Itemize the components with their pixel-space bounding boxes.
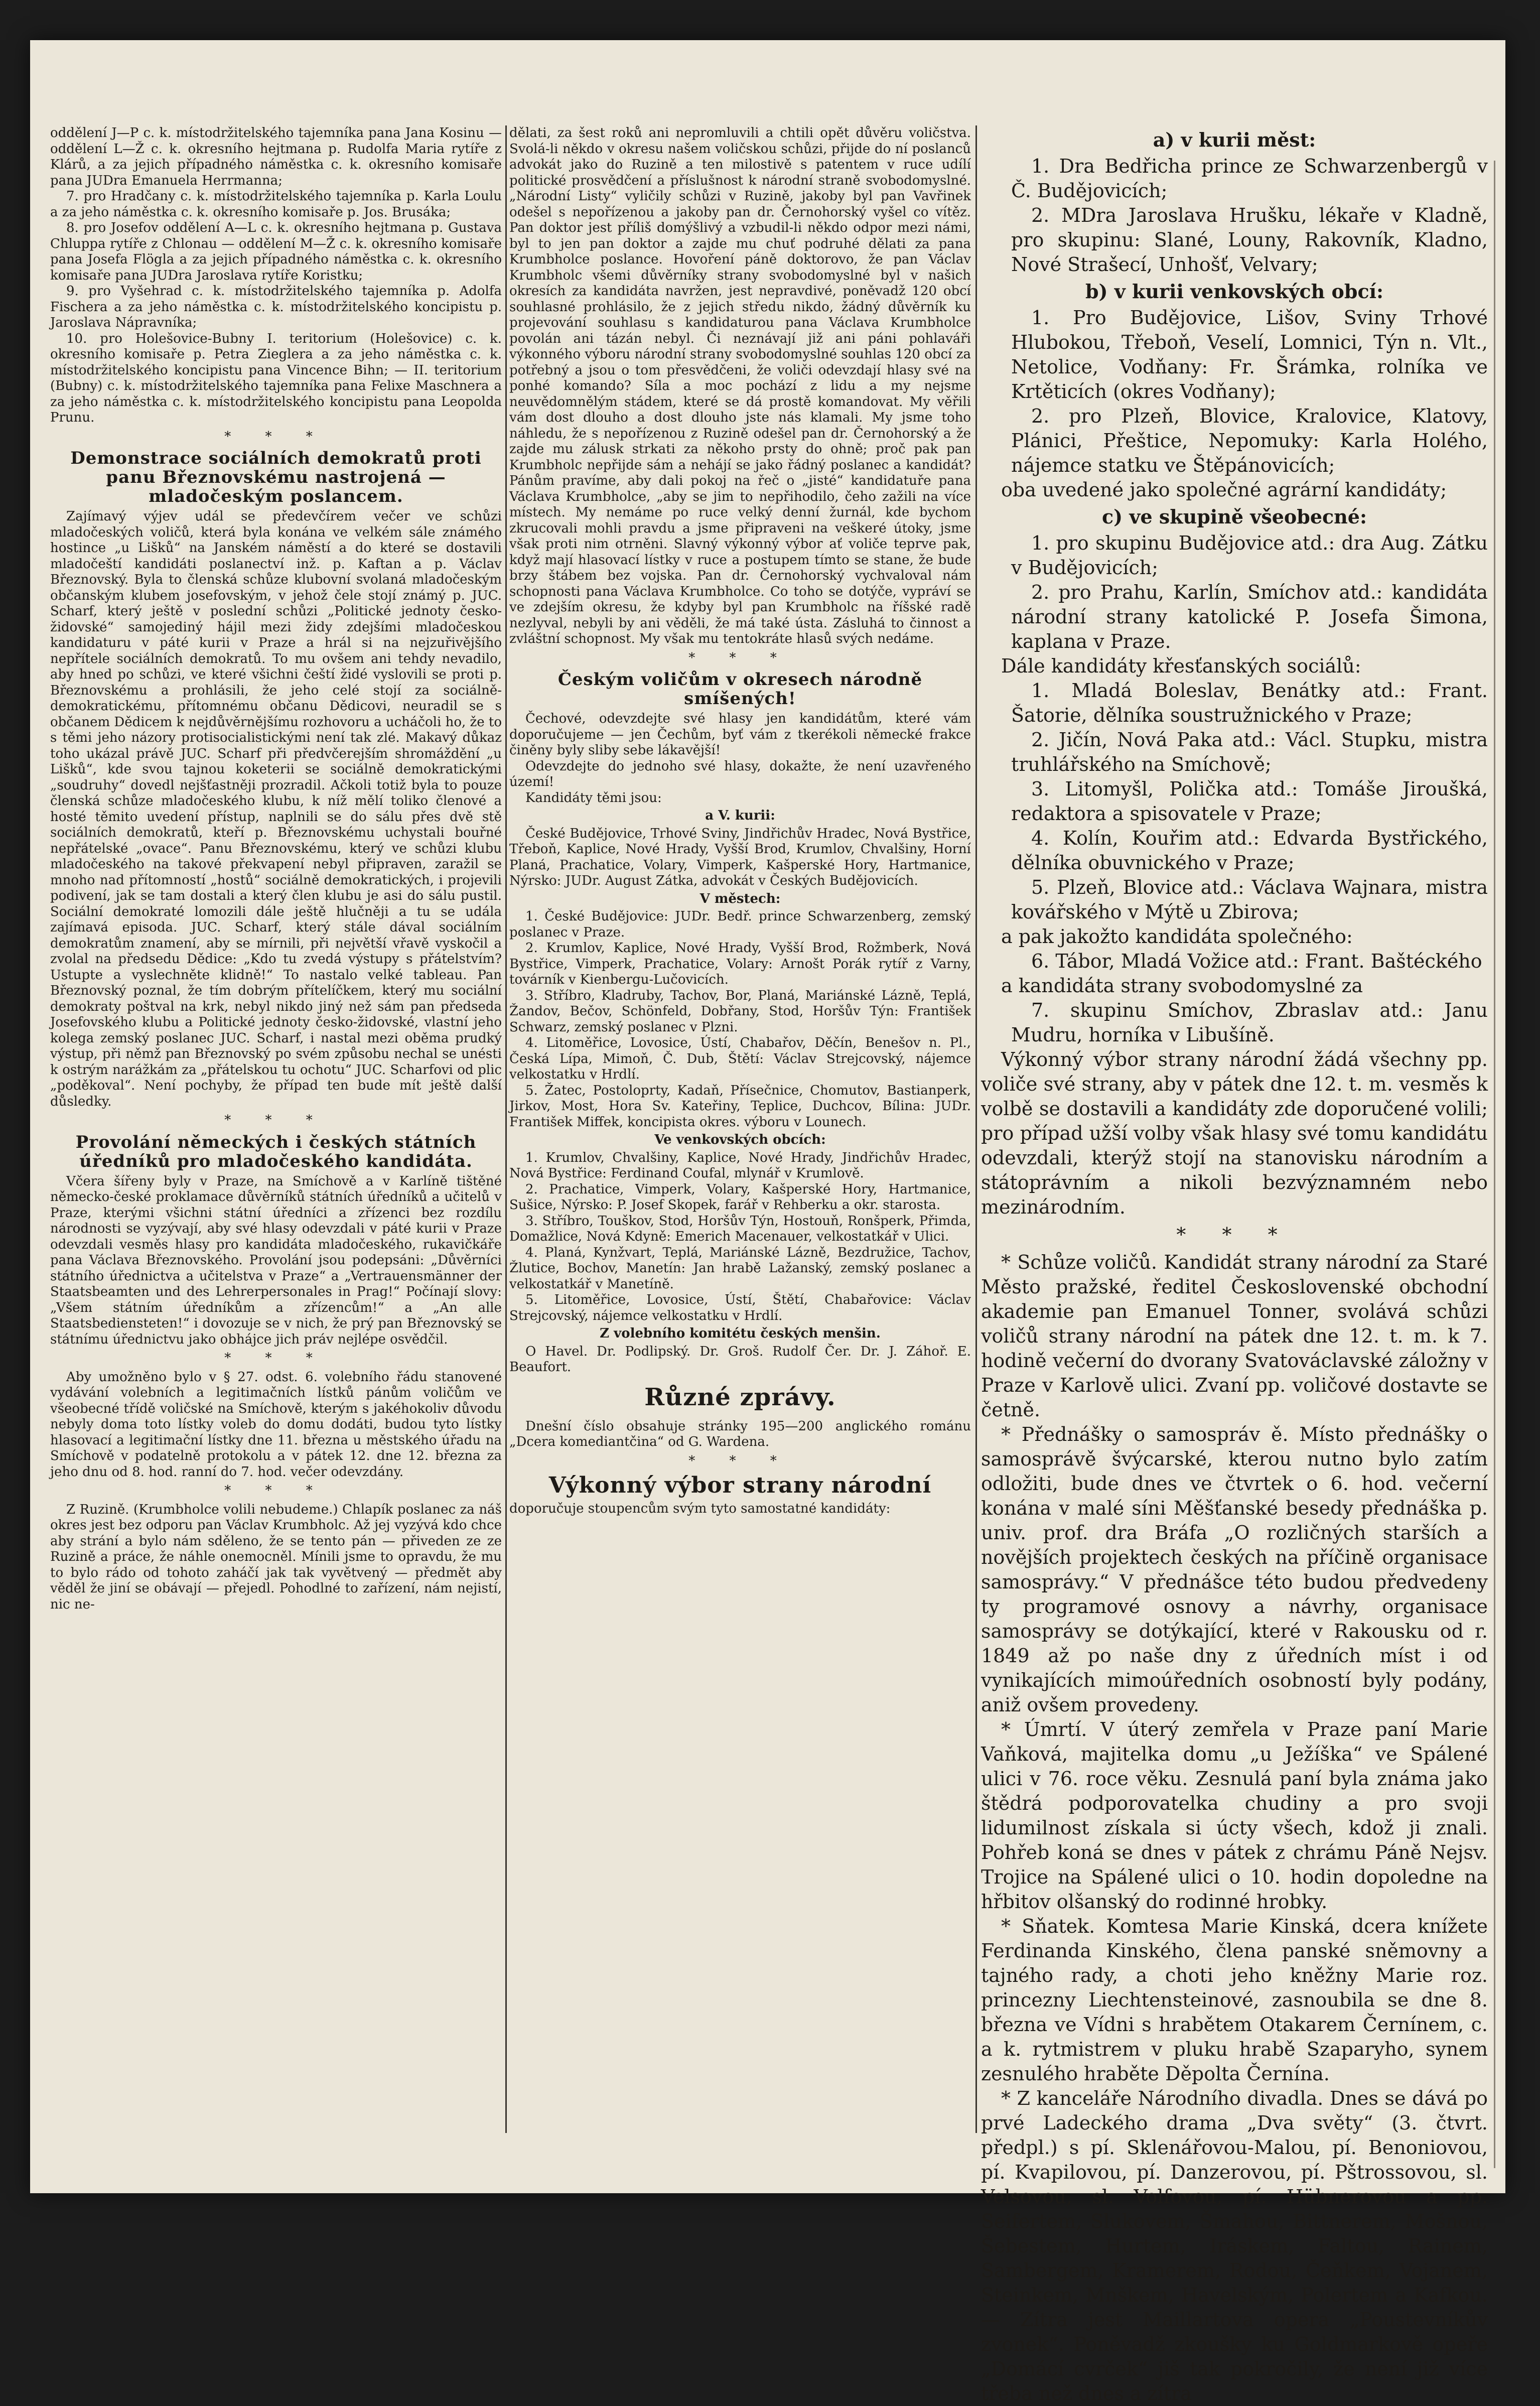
paragraph: 4. Planá, Kynžvart, Teplá, Mariánské Lázně, Bezdružice, Tachov, Žlutice, Bochov, Manetín: Jan hrabě Lažanský, zemský poslanec a velkostatkář v Manetíně. bbox=[509, 1245, 971, 1292]
article-headline: Českým voličům v okresech národně smíšených! bbox=[557, 670, 923, 709]
candidate-item: 2. pro Plzeň, Blovice, Kralovice, Klatovy, Plánici, Přeštice, Nepomuky: Karla Holého, nájemce statku ve Štěpánovicích; bbox=[1011, 405, 1488, 476]
section-subhead: Z volebního komitétu českých menšin. bbox=[600, 1326, 881, 1341]
paragraph: Dále kandidáty křesťanských sociálů: bbox=[1001, 655, 1361, 677]
candidate-item: 5. Plzeň, Blovice atd.: Václava Wajnara, mistra kovářského v Mýtě u Zbirova; bbox=[1011, 876, 1488, 923]
article-headline: Demonstrace sociálních demokratů proti panu Březnovskému nastrojená — mladočeským poslancem. bbox=[70, 448, 482, 506]
paragraph: 7. pro Hradčany c. k. místodržitelského tajemníka p. Karla Loulu a za jeho náměstka c. k. okresního komisaře p. Jos. Brusáka; bbox=[50, 189, 502, 220]
candidate-item: 1. pro skupinu Budějovice atd.: dra Aug. Zátku v Budějovicích; bbox=[1011, 532, 1488, 579]
separator: * * * bbox=[224, 1113, 328, 1128]
paragraph: doporučuje stoupencům svým tyto samostatné kandidáty: bbox=[509, 1501, 891, 1516]
article-headline: Výkonný výbor strany národní bbox=[548, 1473, 932, 1498]
separator: * * * bbox=[224, 1483, 328, 1498]
candidate-item: 7. skupinu Smíchov, Zbraslav atd.: Janu Mudru, horníka v Libušíně. bbox=[1011, 999, 1488, 1046]
candidate-item: 3. Litomyšl, Polička atd.: Tomáše Jiroušká, redaktora a spisovatele v Praze; bbox=[1011, 778, 1488, 825]
section-subhead: a V. kurii: bbox=[705, 808, 775, 823]
section-title: Různé zprávy. bbox=[644, 1383, 836, 1411]
paragraph: 4. Litoměřice, Lovosice, Ústí, Chabařov, Děčín, Benešov n. Pl., Česká Lípa, Mimoň, Č. Dub, Štětí: Václav Strejcovský, nájemce velkostatku v Hrdlí. bbox=[509, 1035, 971, 1082]
paragraph: Čechové, odevzdejte své hlasy jen kandidátům, které vám doporučujeme — jen Čechům, byť vám z tkerékoli německé frakce činěny byly sliby sebe lákavější! bbox=[509, 711, 971, 758]
paragraph: Výkonný výbor strany národní žádá všechny pp. voliče své strany, aby v pátek dne 12. t. m. vesměs k volbě se dostavili a kandidáty zde doporučené volili; pro případ užší volby však hlasy své tomu kandidátu odevzdali, kterýž stojí na stanovisku národním a státoprávním a nikoli bezvýznamném nebo mezinárodním. bbox=[981, 1048, 1488, 1218]
candidate-item: 1. Pro Budějovice, Lišov, Sviny Trhové Hlubokou, Třeboň, Veselí, Lomnici, Týn n. Vlt., Netolice, Vodňany: Fr. Šrámka, rolníka ve Krtěticích (okres Vodňany); bbox=[1011, 307, 1488, 403]
separator: * * * bbox=[688, 650, 792, 665]
separator: * * * bbox=[688, 1453, 792, 1468]
paragraph: 8. pro Josefov oddělení A—L c. k. okresního hejtmana p. Gustava Chluppa rytíře z Chlonau — oddělení M—Ž c. k. okresního komisaře pana Josefa Flögla a za jejich případného náměstka c. k. okresního komisaře pana JUDra Jaroslava rytíře Koristku; bbox=[50, 220, 502, 283]
paragraph: 5. Litoměřice, Lovosice, Ústí, Štětí, Chabařovice: Václav Strejcovský, nájemce velkostatku v Hrdlí. bbox=[509, 1292, 971, 1323]
section-subhead: b) v kurii venkovských obcí: bbox=[1085, 280, 1384, 303]
paragraph: Odevzdejte do jednoho své hlasy, dokažte, že není uzavřeného území! bbox=[509, 758, 971, 789]
newspaper-page bbox=[30, 40, 1505, 2404]
paragraph: Zajímavý výjev udál se předevčírem večer ve schůzi mladočeských voličů, která byla konána ve velkém sále známého hostince „u Lišků“ na Janském náměstí a do které se dostavili mladočeští kandidáti poslanectví inž. p. Kaftan a p. Václav Březnovský. Byla to členská schůze klubovní svolaná mladočeským občanským klubem josefovským, v jehož čele stojí známý p. JUC. Scharf, který ještě v poslední schůzi „Politické jednoty česko-židovské“ samojediný hájil mezi židy zdejšími mladočeskou kandidaturu v páté kurii v Praze a hrál si na nejzuřivějšího nepřítele sociálních demokratů. To mu ovšem ani tehdy nevadilo, aby hned po schůzi, ve které všichni čeští židé vyslovili se proti p. Březnovskému a prohlásili, že jeho celé stojí za sociálně-demokratickému, přítomnému občanu Dědicovi, neuradil se s občanem Dědicem k nejdůvěrnějšímu rozhovoru a ucháčoli ho, že to s těmi jeho názory protisocialistickými není tak zlé. Makavý důkaz toho ukázal právě JUC. Scharf při předvčerejším shromáždění „u Lišků“, kde svou tajnou koketerii se sociálně demokratickými „soudruhy“ dovedl nejšťastněji prozradil. Ačkoli totiž byla to pouze členská schůze mladočeského klubu, k níž mělí toliko členové a hosté těmito uvedení přístup, naplnili se do sálu přes dvě stě sociálních demokratů, kteří p. Březnovskému uchystali bouřné nepřátelské „ovace“. Panu Březnovskému, který ve schůzi klubu mladočeského na takové překvapení nebyl připraven, zaražil se mnoho nad přítomností „hostů“ sociálně demokratických, i projevili podivení, jak se tam dostali a který člen klubu je asi do sálu pustil. Sociální demokraté lomozili dále ještě hlučněji a tu se udála zajímavá episoda. JUC. Scharf, který stále dával sociálním demokratům znamení, aby se mírnili, při největší vřavě vyskočil a zvolal na předsedu Dědice: „Kdo tu zvedá výstupy s přátelstvím? Ustupte a vyslechněte klidně!“ To nastalo velké tableau. Pan Březnovský poznal, že tím dobrým přítelíčkem, který mu sociální demokraty poštval na krk, nebyl nikdo jiný než sám pan předseda Josefovského klubu a Politické jednoty česko-židovské, vlastní jeho kolega zemský poslanec JUC. Scharf, i nastal mezi oběma prudký výstup, při němž pan Březnovský po svém způsobu nechal se unésti k ostrým narážkám za „přátelskou tu ochotu“ JUC. Scharfovi od plic „poděkoval“. Není pochyby, že případ ten bude mít ještě další důsledky. bbox=[50, 509, 502, 1109]
paragraph: Dnešní číslo obsahuje stránky 195—200 anglického románu „Dcera komediantčina“ od G. Wardena. bbox=[509, 1418, 971, 1449]
paragraph: * Schůze voličů. Kandidát strany národní za Staré Město pražské, ředitel Československé obchodní akademie pan Emanuel Tonner, svolává schůzi voličů strany národní na pátek dne 12. t. m. k 7. hodině večerní do dvorany Svatováclavské záložny v Praze v Karlově ulici. Zvaní pp. voličové dostavte se četně. bbox=[981, 1251, 1488, 1421]
separator: * * * bbox=[224, 429, 328, 444]
column-3 bbox=[981, 125, 1488, 2404]
separator: * * * bbox=[224, 1351, 328, 1366]
paragraph: 3. Stříbro, Kladruby, Tachov, Bor, Planá, Mariánské Lázně, Teplá, Žandov, Bečov, Schönfeld, Dobřany, Stod, Horšův Týn: František Schwarz, zemský poslanec v Plzni. bbox=[509, 988, 971, 1035]
paragraph: 2. Prachatice, Vimperk, Volary, Kašperské Hory, Hartmanice, Sušice, Nýrsko: P. Josef Skopek, farář v Rehberku a okr. starosta. bbox=[509, 1181, 971, 1213]
column-rule bbox=[975, 125, 977, 2133]
paragraph: 10. pro Holešovice-Bubny I. teritorium (Holešovice) c. k. okresního komisaře p. Petra Zieglera a za jeho náměstka c. k. místodržitelského koncipistu pana Vincence Bihn; — II. teritorium (Bubny) c. k. místodržitelského tajemníka pana Felixe Maschnera a za jeho náměstka c. k. místodržitelského koncipistu pana Leopolda Prunu. bbox=[50, 331, 502, 425]
paragraph: Včera šířeny byly v Praze, na Smíchově a v Karlíně tištěné německo-české proklamace důvěrníků státních úředníků a učitelů v Praze, kterými všichni státní úředníci a zřízenci bez rozdílu národnosti se vyzývají, aby své hlasy odevzdali v páté kurii v Praze odevzdali vesměs hlasy pro kandidáta mladočeského, rukavičkáře pana Václava Březnovského. Provolání jsou podepsáni: „Důvěrníci státního úřednictva a učitelstva v Praze“ a „Vertrauensmänner der Staatsbeamten und des Lehrerpersonales in Prag!“ Počínají slovy: „Všem státním úředníkům a zřízencům!“ a „An alle Staatsbediensteten!“ i dovozuje se v nich, že prý pan Březnovský se státnímu úřednictvu jako obhájce jich práv nejlépe osvědčil. bbox=[50, 1173, 502, 1347]
candidate-item: 1. Mladá Boleslav, Benátky atd.: Frant. Šatorie, dělníka soustružnického v Praze; bbox=[1011, 680, 1488, 726]
paragraph: * Z kanceláře Národního divadla. Dnes se dává po prvé Ladeckého drama „Dva světy“ (3. čtvrt. předpl.) s pí. Sklenářovou-Malou, pí. Benoniovou, pí. Kvapilovou, pí. Danzerovou, pí. Pštrossovou, sl. Velsovou, sl. Volfovou, pí. Hübnerovou a pp. Seifertem, Slukovem, Šmahou, Bittnerem, Mošnou, Šebestem, Hurtem, Iráskem, Faltou, Rainem, Sambergem, Kramerem, Rodou, Čeňkem, Vojanem, Steinkem, Mnškem, Havelským, Polertem a Kafkou. — Zítra jest Maillartova opera „Poustevníkův zvonek“. Poněvadž zkoušky ku Goldmarkově opeře „Domácí cvrček“ jiš tak pokročily, že není již více třeba než dnes a zítra bbox=[981, 2087, 1488, 2404]
paragraph: Z Ruzině. (Krumbholce volili nebudeme.) Chlapík poslanec za náš okres jest bez odporu pan Václav Krumbholc. Až jej vyzývá kdo chce aby strání a bylo nám sděleno, že se tento pán — přiveden ze ze Ruzině a práce, že náhle onemocněl. Mínili jsme to opravdu, že mu to bylo rádo od tohoto zaháčí jak tak vyvětvený — předmět aby věděl že jiní se obávají — přejedl. Pohodlné to zařízení, nám nejistí, nic ne- bbox=[50, 1502, 502, 1612]
paragraph: 1. Krumlov, Chvalšiny, Kaplice, Nové Hrady, Jindřichův Hradec, Nová Bystřice: Ferdinand Coufal, mlynář v Krumlově. bbox=[509, 1150, 971, 1181]
paragraph: * Přednášky o samospráv ě. Místo přednášky o samosprávě švýcarské, kterou nutno bylo zatím odložiti, bude dnes ve čtvrtek o 6. hod. večerní konána v malé síni Měšťanské besedy přednáška p. univ. prof. dra Bráfa „O rozličných starších a novějších projektech českých na příčině organisace samosprávy.“ V přednášce této budou předvedeny ty programové osnovy a návrhy, organisace samosprávy se dotýkající, které v Rakousku od r. 1849 až po naše dny z úředních míst i od vynikajících mimoúředních osobností byly podány, aniž ovšem provedeny. bbox=[981, 1423, 1488, 1716]
paragraph: 5. Žatec, Postoloprty, Kadaň, Přísečnice, Chomutov, Bastianperk, Jirkov, Most, Hora Sv. Kateřiny, Teplice, Duchcov, Bílina: JUDr. František Miffek, koncipista okres. výboru v Lounech. bbox=[509, 1083, 971, 1130]
paragraph: 2. Krumlov, Kaplice, Nové Hrady, Vyšší Brod, Rožmberk, Nová Bystřice, Vimperk, Prachatice, Volary: Arnošt Porák rytíř z Varny, továrník v Kienbergu-Lučovicích. bbox=[509, 941, 971, 987]
section-subhead: a) v kurii měst: bbox=[1153, 128, 1316, 151]
column-rule bbox=[505, 125, 507, 2133]
paragraph: Aby umožněno bylo v § 27. odst. 6. volebního řádu stanovené vydávání volebních a legitimačních lístků pánům voličům ve všeobecné třídě voličské na Smíchově, kterým s jakéhokoliv důvodu nebyly doma toto lístky voleb do domu dodáti, budou tyto lístky hlasovací a legitimační lístky dne 11. března u městského úřadu na Smíchově v podatelně protokolu a v pátek 12. dne 12. března za jeho dnu od 8. hod. ranní do 7. hod. večer odevzdány. bbox=[50, 1369, 502, 1480]
article-headline: Provolání německých i českých státních úředníků pro mladočeského kandidáta. bbox=[75, 1132, 477, 1171]
section-subhead: Ve venkovských obcích: bbox=[654, 1132, 826, 1147]
separator: * * * bbox=[1176, 1224, 1293, 1246]
section-subhead: c) ve skupině všeobecné: bbox=[1102, 505, 1367, 528]
section-subhead: V městech: bbox=[699, 891, 781, 906]
paragraph: a pak jakožto kandidáta společného: bbox=[1001, 925, 1353, 948]
paragraph: * Úmrtí. V úterý zemřela v Praze paní Marie Vaňková, majitelka domu „u Ježíška“ ve Spálené ulici v 76. roce věku. Zesnulá paní byla známa jako štědrá podporovatelka chudiny a pro svoji lidumilnost získala si úcty všech, kdož ji znali. Pohřeb koná se dnes v pátek z chrámu Páně Nejsv. Trojice na Spálené ulici o 10. hodin dopoledne na hřbitov olšanský do rodinné hrobky. bbox=[981, 1718, 1488, 1913]
paragraph: oba uvedené jako společné agrární kandidáty; bbox=[1001, 479, 1447, 501]
paragraph: 3. Stříbro, Touškov, Stod, Horšův Týn, Hostouň, Ronšperk, Přimda, Domažlice, Nová Kdyně: Emerich Macenauer, velkostatkář v Ulici. bbox=[509, 1213, 971, 1244]
paragraph: 9. pro Vyšehrad c. k. místodržitelského tajemníka p. Adolfa Fischera a za jeho náměstka c. k. místodržitelského koncipistu p. Jaroslava Nápravníka; bbox=[50, 284, 502, 330]
candidate-item: 2. MDra Jaroslava Hrušku, lékaře v Kladně, pro skupinu: Slané, Louny, Rakovník, Kladno, Nové Strašecí, Unhošť, Velvary; bbox=[1011, 204, 1488, 276]
page-fold-line bbox=[1494, 161, 1495, 2168]
candidate-item: 4. Kolín, Kouřim atd.: Edvarda Bystřického, dělníka obuvnického v Praze; bbox=[1011, 827, 1488, 874]
candidate-item: 2. Jičín, Nová Paka atd.: Václ. Stupku, mistra truhlářského na Smíchově; bbox=[1011, 729, 1488, 775]
paragraph: * Sňatek. Komtesa Marie Kinská, dcera knížete Ferdinanda Kinského, člena panské sněmovny a tajného rady, a choti jeho kněžny Marie roz. princezny Liechtensteinové, zasnoubila se dne 8. března ve Vídni s hrabětem Otakarem Černínem, c. a k. rytmistrem v pluku hrabě Szaparyho, synem zesnulého hraběte Děpolta Černína. bbox=[981, 1915, 1488, 2085]
paragraph: dělati, za šest roků ani nepromluvili a chtili opět důvěru voličstva. Svolá-li někdo v okresu našem voličskou schůzi, přijde do ní poslanců advokát jako do Ruzině a ten milostivě s patentem v ruce udílí politické prosvědčení a příslušnost k národní straně svobodomyslné. „Národní Listy“ vyličily schůzi v Ruzině, jakoby byl pan Vavřinek odešel s nepořízenou a jakoby pan dr. Černohorský vyšel co vítěz. Pan doktor jest příliš domýšlivý a vzbudil-li někdo odpor mezi námi, byl to jen pan doktor a zajde mu chuť podruhé dělati za pana Krumbholce poslance. Hovoření páně doktorovo, že pan Václav Krumbholc všemi důvěrníky strany svobodomyslné byl v našich okresích za kandidáta navržen, jest nepravdivé, poněvadž 120 obcí souhlasné prohlásilo, že z jejich středu nikdo, žádný důvěrník ku projevování souhlasu s kandidaturou pana Václava Krumbholce povolán ani tázán nebyl. Či neznávají již ani páni pohlaváři výkonného výboru národní strany svobodomyslné souhlas 120 obcí za potřebný a jsou o tom přesvědčeni, že voliči odevzdají hlasy své na ponhé komando? Síla a moc pochází z lidu a my nejsme neuvědomnělým stádem, které se dá prostě komandovat. My věřili vám dost dlouho a dost dlouho jste nás klamali. My jsme toho náhledu, že s nepořízenou z Ruzině odešel pan dr. Černohorský a že zajde mu zálusk strkati za někoho prsty do ohně; proč pak pan Krumbholc nepřijde sám a nehájí se jako řádný poslanec a kandidát? Pánům pravíme, aby dali pokoj na řeč o „jisté“ kandidatuře pana Václava Krumbholce, „aby se jim to nepřihodilo, čeho zažili na více místech. My nemáme po ruce velký denní žurnál, kde bychom zkrucovali mohli pravdu a jsme připraveni na veškeré útoky, jsme však proti nim otrněni. Slavný výkonný výbor ať voliče teprve pak, když mají hlasovací lístky v ruce a postupem tímto se stane, že bude brzy štábem bez vojska. Pan dr. Černohorský vychvaloval nám schopnosti pana Václava Krumbholce. Co toho se dotýče, vypráví se ve zdejším okresu, že kdyby byl pan Krumbholc na říšské radě nezlyval, nebyli by ani věděli, že má také ústa. Zásluhá to činnost a zvláštní schopnost. My však mu tentokráte hlasů svých nedáme. bbox=[509, 125, 971, 646]
signature-line: O Havel. Dr. Podlipský. Dr. Groš. Rudolf Čer. Dr. J. Záhoř. E. Beaufort. bbox=[509, 1344, 971, 1375]
candidate-item: 2. pro Prahu, Karlín, Smíchov atd.: kandidáta národní strany katolické P. Josefa Šimona, kaplana v Praze. bbox=[1011, 581, 1488, 652]
column-1 bbox=[50, 125, 502, 2133]
paragraph: oddělení J—P c. k. místodržitelského tajemníka pana Jana Kosinu — oddělení L—Ž c. k. okresního hejtmana p. Rudolfa Maria rytíře z Klárů, a za jejich případného náměstka c. k. okresního komisaře pana JUDra Emanuela Herrmanna; bbox=[50, 125, 502, 188]
paragraph: České Budějovice, Trhové Sviny, Jindřichův Hradec, Nová Bystřice, Třeboň, Kaplice, Nové Hrady, Vyšší Brod, Krumlov, Chvalšiny, Horní Planá, Prachatice, Volary, Vimperk, Kašperské Hory, Hartmanice, Nýrsko: JUDr. August Zátka, advokát v Českých Budějovicích. bbox=[509, 826, 971, 888]
paragraph: Kandidáty těmi jsou: bbox=[525, 790, 662, 806]
candidate-item: 1. Dra Bedřicha prince ze Schwarzenbergů v Č. Budějovicích; bbox=[1011, 155, 1488, 202]
column-2 bbox=[509, 125, 971, 2133]
paragraph: a kandidáta strany svobodomyslné za bbox=[1001, 975, 1363, 997]
paragraph: 1. České Budějovice: JUDr. Bedř. prince Schwarzenberg, zemský poslanec v Praze. bbox=[509, 909, 971, 940]
candidate-item: 6. Tábor, Mladá Vožice atd.: Frant. Baštéckého bbox=[1031, 950, 1482, 972]
